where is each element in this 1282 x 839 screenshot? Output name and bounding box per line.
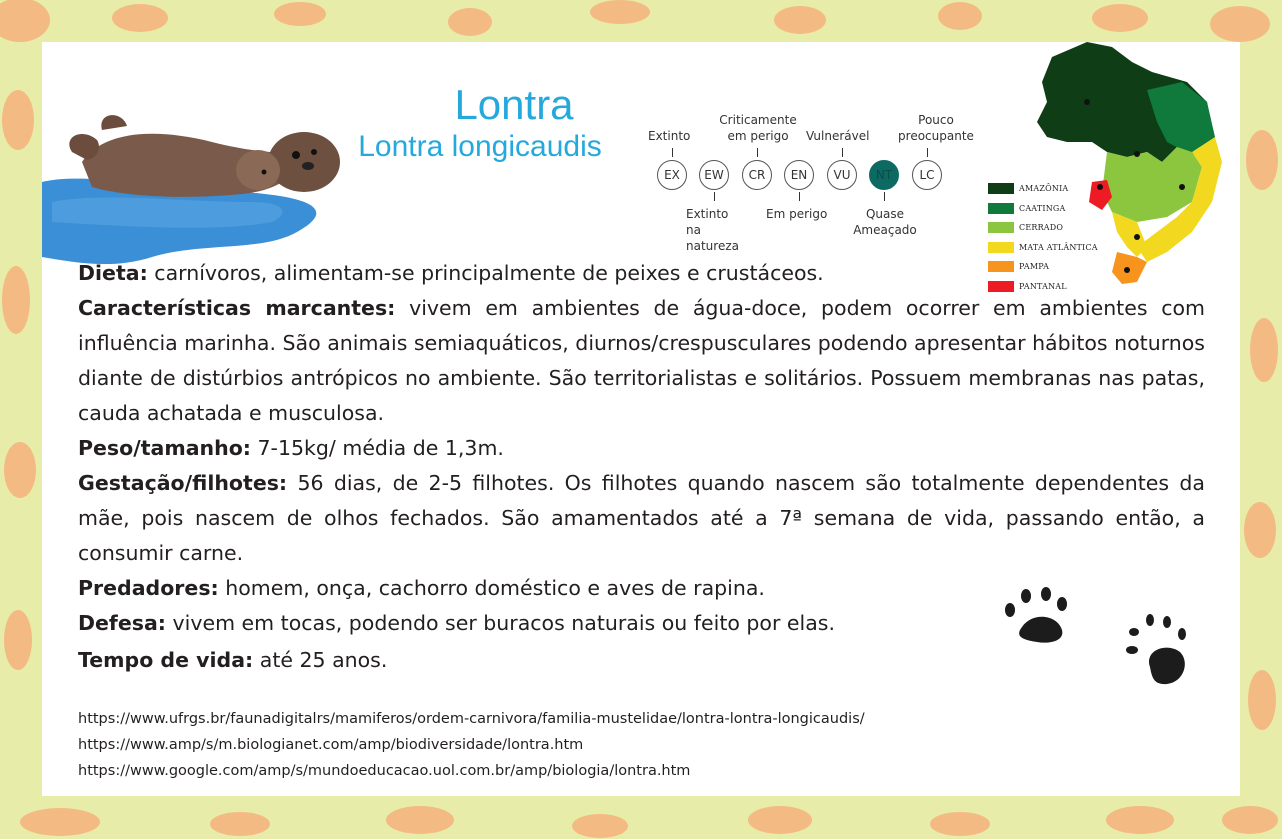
status-circle-nt-current: NT <box>869 160 899 190</box>
status-label-en: Em perigo <box>766 207 828 221</box>
fact-predadores: Predadores: homem, onça, cachorro doméstico e aves de rapina. <box>78 576 765 600</box>
fact-caracteristicas: Características marcantes: vivem em ambientes de água-doce, podem ocorrer em ambientes com influência marinha. São animais semiaquáticos, diurnos/crespusculares podendo apresentar hábitos noturnos diante de distúrbios antrópicos no ambiente. São territorialistas e solitários. Possuem membranas nas patas, cauda achatada e musculosa. <box>78 296 1206 425</box>
status-circle-ew: EW <box>699 160 729 190</box>
reference-link[interactable]: https://www.amp/s/m.biologianet.com/amp/biodiversidade/lontra.htm <box>78 737 584 753</box>
status-label-ew: Extinto na natureza <box>686 207 739 253</box>
status-circle-ex: EX <box>657 160 687 190</box>
legend-row-amazonia: AMAZÔNIA <box>988 179 1098 199</box>
legend-row-pantanal: PANTANAL <box>988 277 1098 297</box>
species-common-name: Lontra <box>454 81 574 128</box>
reference-link[interactable]: https://www.ufrgs.br/faunadigitalrs/mamiferos/ordem-carnivora/familia-mustelidae/lontra-lontra-longicaudis/ <box>78 711 865 727</box>
status-label-nt: Quase Ameaçado <box>853 207 917 237</box>
status-circle-en: EN <box>784 160 814 190</box>
status-circle-vu: VU <box>827 160 857 190</box>
fact-tempo-de-vida: Tempo de vida: até 25 anos. <box>78 648 388 672</box>
species-scientific-name: Lontra longicaudis <box>358 130 602 163</box>
status-label-lc: Pouco preocupante <box>898 113 974 143</box>
status-label-cr: Criticamente em perigo <box>719 113 797 143</box>
reference-link[interactable]: https://www.google.com/amp/s/mundoeducacao.uol.com.br/amp/biologia/lontra.htm <box>78 763 691 779</box>
fact-gestacao: Gestação/filhotes: 56 dias, de 2-5 filhotes. Os filhotes quando nascem são totalmente dependentes da mãe, pois nascem de olhos fechados. São amamentados até a 7ª semana de vida, passando então, a consumir carne. <box>78 471 1205 565</box>
info-card <box>42 42 1240 796</box>
status-label-ex: Extinto <box>648 129 691 143</box>
legend-row-caatinga: CAATINGA <box>988 199 1098 219</box>
pawprint-icon <box>1002 582 1202 702</box>
fact-dieta: Dieta: carnívoros, alimentam-se principalmente de peixes e crustáceos. <box>78 261 824 285</box>
fact-peso-tamanho: Peso/tamanho: 7-15kg/ média de 1,3m. <box>78 436 504 460</box>
legend-row-mata-atlantica: MATA ATLÂNTICA <box>988 238 1098 258</box>
conservation-status-scale <box>642 112 974 253</box>
references <box>78 706 1078 784</box>
legend-row-pampa: PAMPA <box>988 257 1098 277</box>
status-circle-cr: CR <box>742 160 772 190</box>
status-circle-lc: LC <box>912 160 942 190</box>
status-label-vu: Vulnerável <box>806 129 870 143</box>
legend-row-cerrado: CERRADO <box>988 218 1098 238</box>
fact-defesa: Defesa: vivem em tocas, podendo ser buracos naturais ou feito por elas. <box>78 611 835 635</box>
